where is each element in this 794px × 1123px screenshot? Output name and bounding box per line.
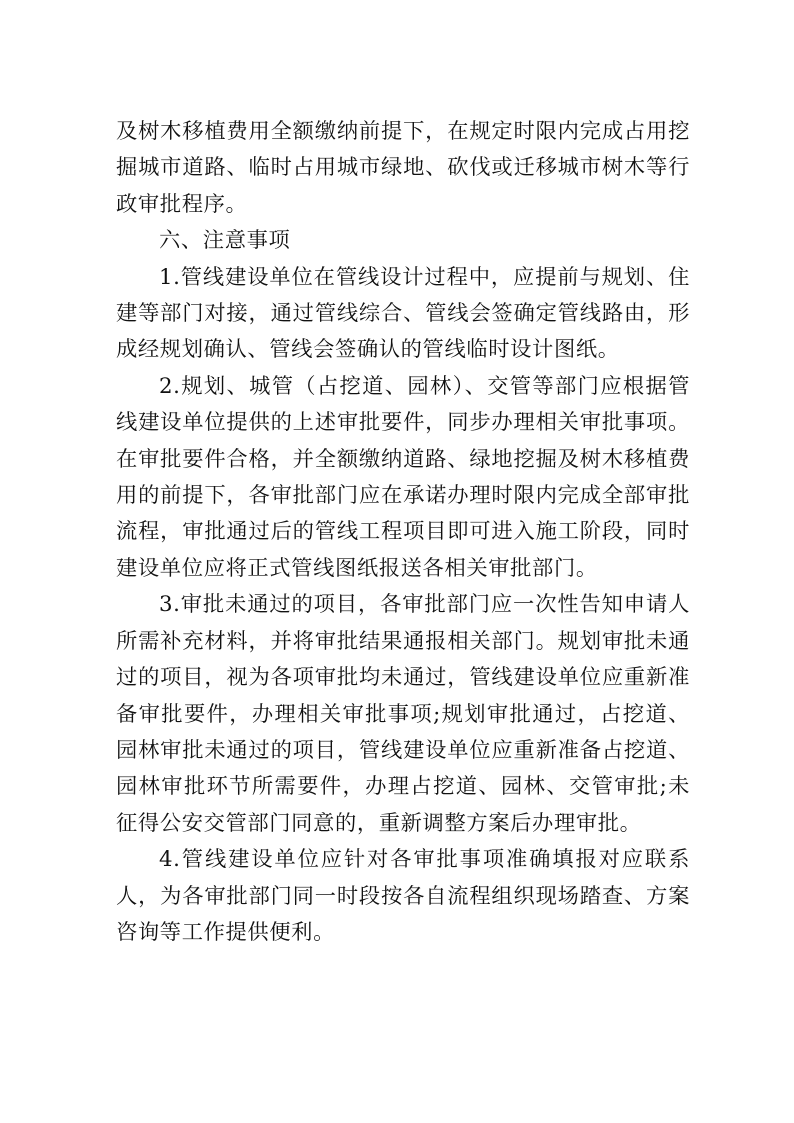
- section-heading-notes: 六、注意事项: [159, 228, 291, 254]
- paragraph-item-2: 2.规划、城管（占挖道、园林）、交管等部门应根据管线建设单位提供的上述审批要件，同步办理相关审批事项。在审批要件合格，并全额缴纳道路、绿地挖掘及树木移植费用的前提下，各审批部门应在承诺办理时限内完成全部审批流程，审批通过后的管线工程项目即可进入施工阶段，同时建设单位应将正式管线图纸报送各相关审批部门。: [116, 373, 690, 581]
- paragraph-item-3: 3.审批未通过的项目，各审批部门应一次性告知申请人所需补充材料，并将审批结果通报相关部门。规划审批未通过的项目，视为各项审批均未通过，管线建设单位应重新准备审批要件，办理相关审批事项;规划审批通过，占挖道、园林审批未通过的项目，管线建设单位应重新准备占挖道、园林审批环节所需要件，办理占挖道、园林、交管审批;未征得公安交管部门同意的，重新调整方案后办理审批。: [116, 592, 690, 836]
- document-body: [116, 114, 690, 951]
- paragraph-item-1: 1.管线建设单位在管线设计过程中，应提前与规划、住建等部门对接，通过管线综合、管线会签确定管线路由，形成经规划确认、管线会签确认的管线临时设计图纸。: [116, 264, 690, 363]
- paragraph-continuation: 及树木移植费用全额缴纳前提下，在规定时限内完成占用挖掘城市道路、临时占用城市绿地、砍伐或迁移城市树木等行政审批程序。: [116, 119, 690, 217]
- paragraph-item-4: 4.管线建设单位应针对各审批事项准确填报对应联系人，为各审批部门同一时段按各自流程组织现场踏查、方案咨询等工作提供便利。: [116, 847, 690, 945]
